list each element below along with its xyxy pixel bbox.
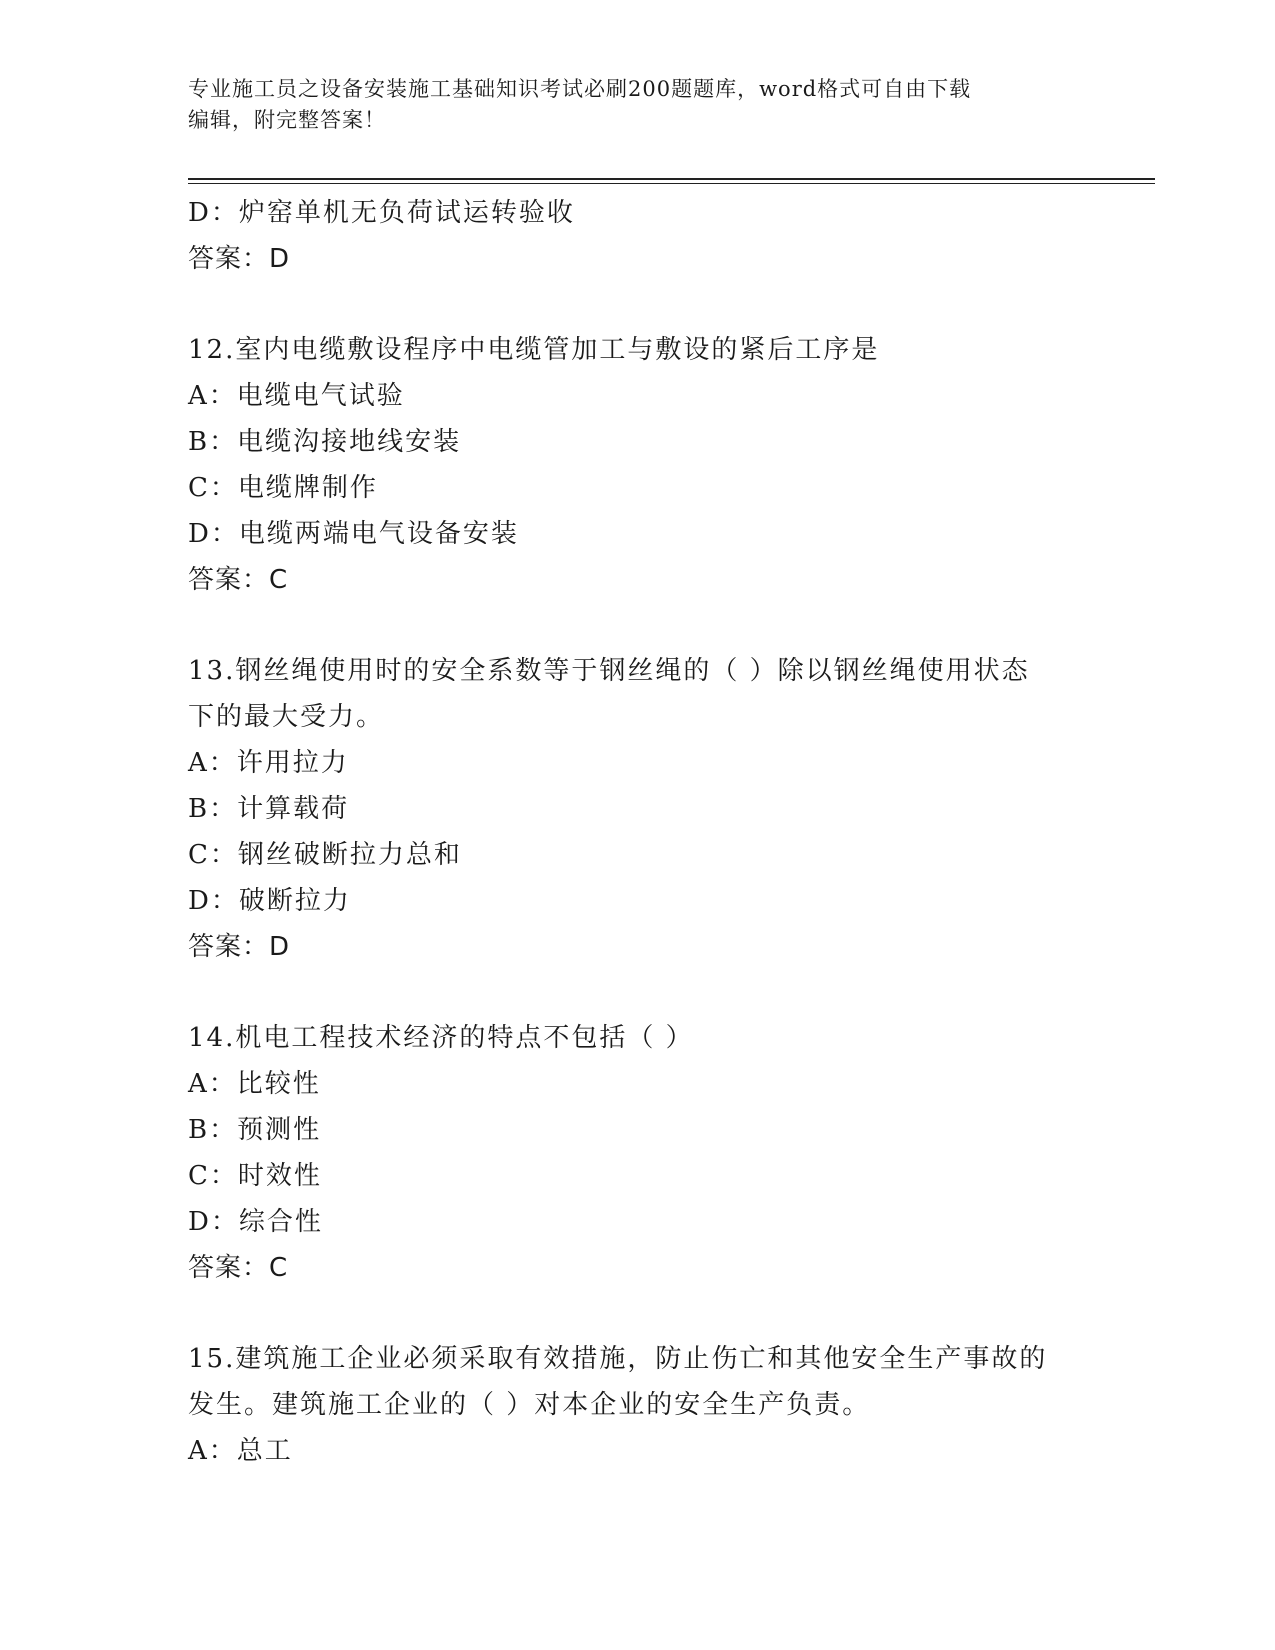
question-13 (188, 648, 1088, 970)
option-d: D：破断拉力 (188, 886, 351, 916)
option-d: D：电缆两端电气设备安装 (188, 519, 519, 549)
document-body (188, 190, 1088, 1474)
question-stem: 13.钢丝绳使用时的安全系数等于钢丝绳的（ ）除以钢丝绳使用状态 (188, 656, 1030, 686)
answer-line: 答案：C (188, 565, 289, 595)
option-b: B：电缆沟接地线安装 (188, 427, 462, 457)
answer-line: 答案：D (188, 932, 291, 962)
option-d: D：炉窑单机无负荷试运转验收 (188, 198, 575, 228)
answer-line: 答案：D (188, 244, 291, 274)
option-c: C：时效性 (188, 1161, 322, 1191)
document-header (188, 74, 1088, 136)
answer-line: 答案：C (188, 1253, 289, 1283)
option-b: B：预测性 (188, 1115, 322, 1145)
question-stem: 14.机电工程技术经济的特点不包括（ ） (188, 1023, 694, 1053)
question-stem: 12.室内电缆敷设程序中电缆管加工与敷设的紧后工序是 (188, 335, 880, 365)
option-a: A：总工 (188, 1436, 293, 1466)
question-12 (188, 327, 1088, 603)
question-stem-continued: 发生。建筑施工企业的（ ）对本企业的安全生产负责。 (188, 1390, 871, 1420)
header-line-2: 编辑，附完整答案！ (188, 108, 386, 132)
header-divider-thick (188, 178, 1155, 180)
option-b: B：计算载荷 (188, 794, 350, 824)
question-stem: 15.建筑施工企业必须采取有效措施，防止伤亡和其他安全生产事故的 (188, 1344, 1048, 1374)
option-c: C：电缆牌制作 (188, 473, 378, 503)
option-a: A：比较性 (188, 1069, 321, 1099)
question-14 (188, 1015, 1088, 1291)
question-11-tail (188, 190, 1088, 282)
option-c: C：钢丝破断拉力总和 (188, 840, 462, 870)
question-15 (188, 1336, 1088, 1474)
option-d: D：综合性 (188, 1207, 323, 1237)
option-a: A：电缆电气试验 (188, 381, 405, 411)
header-divider-thin (188, 183, 1155, 184)
question-stem-continued: 下的最大受力。 (188, 702, 385, 732)
option-a: A：许用拉力 (188, 748, 349, 778)
header-line-1: 专业施工员之设备安装施工基础知识考试必刷200题题库，word格式可自由下载 (188, 77, 972, 101)
